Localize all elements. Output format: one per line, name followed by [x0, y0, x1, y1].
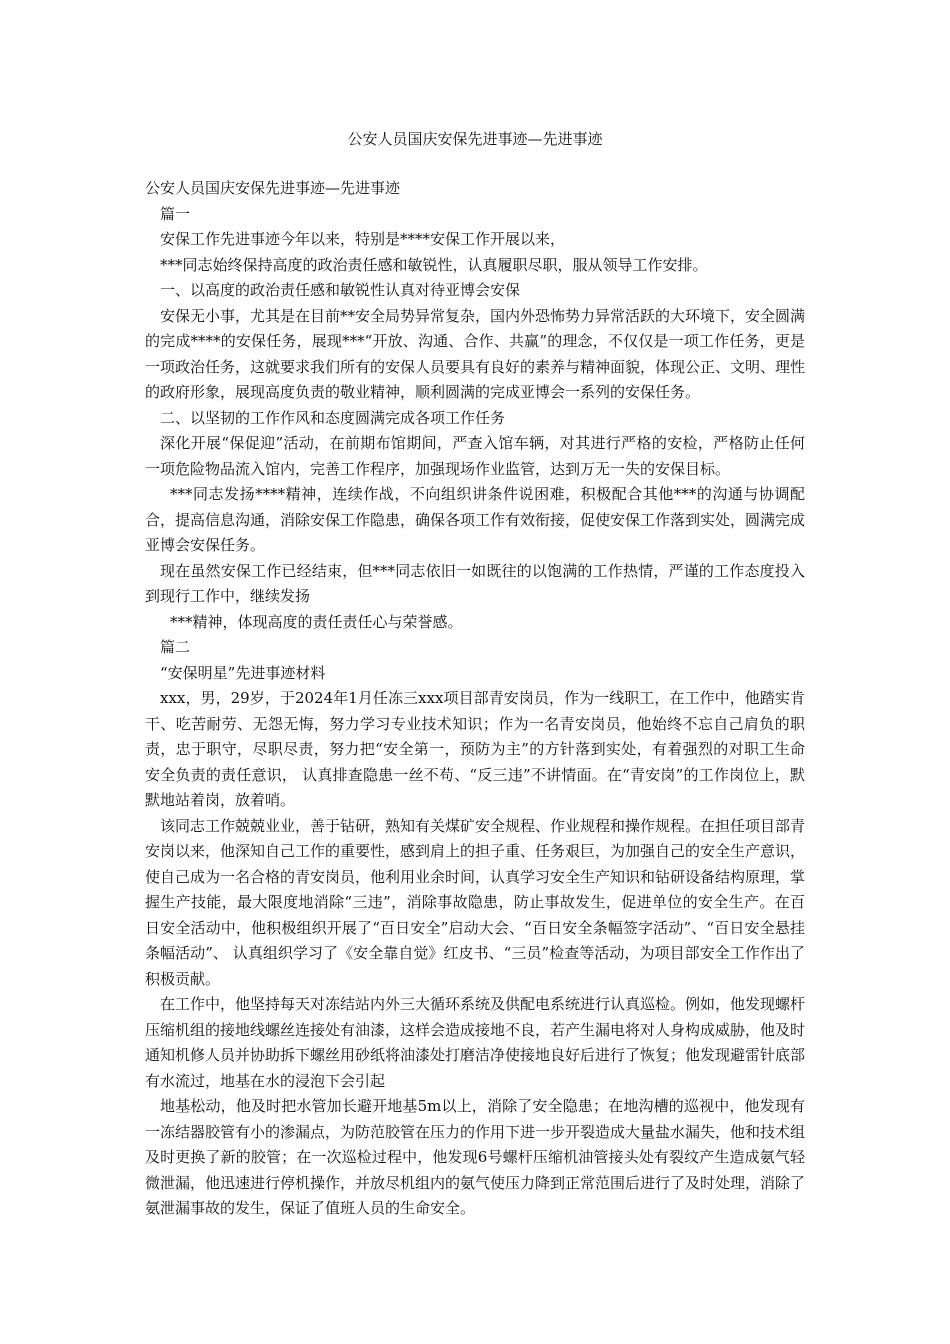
paragraph: 一、以高度的政治责任感和敏锐性认真对待亚博会安保 — [160, 281, 521, 299]
document-body — [145, 176, 805, 1222]
paragraph: “安保明星”先进事迹材料 — [160, 663, 326, 682]
paragraph: 安保工作先进事迹今年以来，特别是****安保工作开展以来， — [160, 230, 566, 248]
paragraph: 二、以坚韧的工作作风和态度圆满完成各项工作任务 — [160, 408, 506, 427]
paragraph: 地基松动，他及时把水管加长避开地基5m以上，消除了安全隐患；在地沟槽的巡视中，他发现有一冻结器胶管有小的渗漏点，为防范胶管在压力的作用下进一步开裂造成大量盐水漏失，他和技术组及时更换了新的胶管；在一次巡检过程中，他发现6号螺杆压缩机油管接头处有裂纹产生造成氨气轻微泄漏，他迅速进行停机操作，并放尽机组内的氨气使压力降到正常范围后进行了及时处理，消除了氨泄漏事故的发生，保证了值班人员的生命安全。 — [145, 1097, 806, 1217]
paragraph: 在工作中，他坚持每天对冻结站内外三大循环系统及供配电系统进行认真巡检。例如，他发现螺杆压缩机组的接地线螺丝连接处有油漆，这样会造成接地不良，若产生漏电将对人身构成威胁，他及时通知机修人员并协助拆下螺丝用砂纸将油漆处打磨洁净使接地良好后进行了恢复；他发现避雷针底部有水流过，地基在水的浸泡下会引起 — [145, 995, 806, 1090]
paragraph: 篇二 — [160, 638, 191, 656]
paragraph: 公安人员国庆安保先进事迹—先进事迹 — [145, 179, 401, 197]
paragraph: 该同志工作兢兢业业，善于钻研，熟知有关煤矿安全规程、作业规程和操作规程。在担任项目部青安岗以来，他深知自己工作的重要性，感到肩上的担子重、任务艰巨，为加强自己的安全生产意识，使自己成为一名合格的青安岗员，他利用业余时间，认真学习安全生产知识和钻研设备结构原理，掌握生产技能，最大限度地消除“三违”，消除事故隐患，防止事故发生，促进单位的安全生产。在百日安全活动中，他积极组织开展了“百日安全”启动大会、“百日安全条幅签字活动”、“百日安全悬挂条幅活动”、 认真组织学习了《安全靠自觉》红皮书、“三员”检查等活动，为项目部安全工作作出了积极贡献。 — [145, 816, 806, 988]
paragraph: 篇一 — [160, 204, 191, 223]
paragraph: xxx，男，29岁，于2024年1月任冻三xxx项目部青安岗员，作为一线职工，在工作中，他踏实肯干、吃苦耐劳、无怨无悔，努力学习专业技术知识；作为一名青安岗员，他始终不忘自己肩负的职责，忠于职守，尽职尽责，努力把“安全第一，预防为主”的方针落到实处，有着强烈的对职工生命安全负责的责任意识， 认真排查隐患一丝不苟、“反三违”不讲情面。在“青安岗”的工作岗位上，默默地站着岗，放着哨。 — [145, 689, 805, 809]
paragraph: ***精神，体现高度的责任责任心与荣誉感。 — [170, 612, 463, 631]
paragraph: ***同志始终保持高度的政治责任感和敏锐性，认真履职尽职，服从领导工作安排。 — [160, 255, 708, 274]
paragraph: 现在虽然安保工作已经结束，但***同志依旧一如既往的以饱满的工作热情，严谨的工作态度投入到现行工作中，继续发扬 — [145, 561, 805, 605]
document-title: 公安人员国庆安保先进事迹—先进事迹 — [347, 130, 603, 148]
paragraph: 深化开展“保促迎”活动，在前期布馆期间，严查入馆车辆，对其进行严格的安检，严格防止任何一项危险物品流入馆内，完善工作程序，加强现场作业监管，达到万无一失的安保目标。 — [145, 434, 805, 478]
paragraph: ***同志发扬****精神，连续作战，不向组织讲条件说困难，积极配合其他***的沟通与协调配合，提高信息沟通，消除安保工作隐患，确保各项工作有效衔接，促使安保工作落到实处，圆满完成亚博会安保任务。 — [145, 485, 806, 554]
paragraph: 安保无小事，尤其是在目前**安全局势异常复杂，国内外恐怖势力异常活跃的大环境下，安全圆满的完成****的安保任务，展现***“开放、沟通、合作、共赢”的理念，不仅仅是一项工作任务，更是一项政治任务，这就要求我们所有的安保人员要具有良好的素养与精神面貌，体现公正、文明、理性的政府形象，展现高度负责的敬业精神，顺利圆满的完成亚博会一系列的安保任务。 — [145, 306, 806, 401]
